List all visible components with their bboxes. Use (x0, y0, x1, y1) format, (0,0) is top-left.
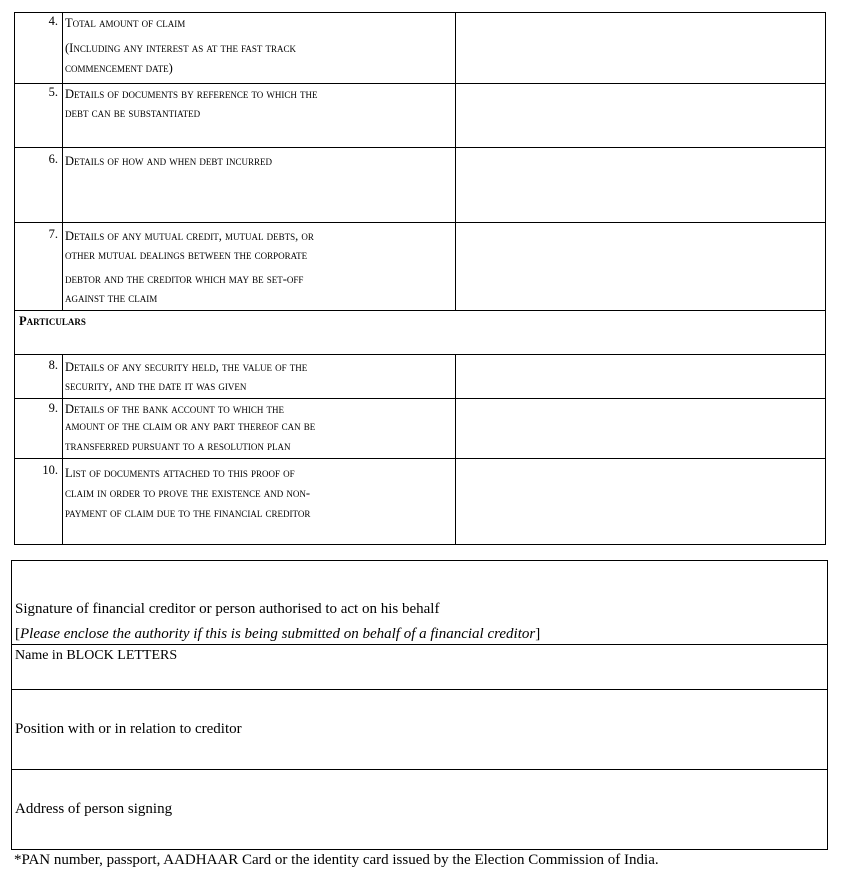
row-line: amount of the claim or any part thereof can be (65, 419, 316, 433)
row-number: 5. (15, 84, 63, 148)
claim-value-cell[interactable] (456, 84, 826, 148)
signature-label: Signature of financial creditor or person authorised to act on his behalf (15, 601, 440, 617)
signature-row (12, 561, 828, 645)
claim-value-cell[interactable] (456, 148, 826, 223)
table-row (15, 398, 826, 458)
position-label: Position with or in relation to creditor (15, 721, 242, 737)
table-row (15, 84, 826, 148)
note-close-bracket: ] (535, 626, 541, 642)
row-line: against the claim (65, 291, 158, 306)
claim-value-cell[interactable] (456, 458, 826, 544)
row-line: Details of any security held, the value of the (65, 359, 308, 374)
table-row (15, 148, 826, 223)
row-line: other mutual dealings between the corporate (65, 248, 308, 263)
row-number: 6. (15, 148, 63, 223)
table-row (15, 223, 826, 311)
row-number: 10. (15, 458, 63, 544)
particulars-heading: Particulars (15, 310, 826, 354)
row-line: Total amount of claim (65, 16, 186, 30)
address-row (12, 770, 828, 850)
claim-value-cell[interactable] (456, 398, 826, 458)
particulars-row (15, 310, 826, 354)
claim-value-cell[interactable] (456, 13, 826, 84)
row-line: Details of how and when debt incurred (65, 154, 273, 168)
claim-value-cell[interactable] (456, 354, 826, 398)
authority-note (15, 626, 824, 643)
signature-table (11, 560, 828, 850)
row-line: Details of any mutual credit, mutual debts, or (65, 229, 314, 243)
row-number: 8. (15, 354, 63, 398)
row-line: commencement date) (65, 60, 173, 75)
row-description (63, 354, 456, 398)
address-label: Address of person signing (15, 801, 173, 817)
address-cell[interactable] (12, 770, 828, 850)
row-number: 9. (15, 398, 63, 458)
claim-details-table (14, 12, 826, 545)
row-line: List of documents attached to this proof of (65, 465, 295, 480)
position-cell[interactable] (12, 690, 828, 770)
row-description (63, 84, 456, 148)
name-cell[interactable] (12, 645, 828, 690)
row-line: Details of the bank account to which the (65, 401, 285, 416)
row-description (63, 458, 456, 544)
row-number: 7. (15, 223, 63, 311)
table-row (15, 354, 826, 398)
claim-value-cell[interactable] (456, 223, 826, 311)
row-line: payment of claim due to the financial creditor (65, 505, 311, 520)
footnote: *PAN number, passport, AADHAAR Card or the identity card issued by the Election Commission of India. (14, 852, 659, 868)
row-line: security, and the date it was given (65, 378, 247, 393)
signature-cell[interactable] (12, 561, 828, 645)
row-number: 4. (15, 13, 63, 84)
row-line: debtor and the creditor which may be set-off (65, 271, 304, 286)
row-line: claim in order to prove the existence and non- (65, 485, 310, 500)
row-line: transferred pursuant to a resolution plan (65, 438, 291, 453)
row-line: debt can be substantiated (65, 106, 201, 121)
authority-note-text: Please enclose the authority if this is being submitted on behalf of a financial creditor (20, 626, 536, 642)
row-description (63, 398, 456, 458)
row-line: Details of documents by reference to which the (65, 87, 318, 101)
row-description (63, 13, 456, 84)
table-row (15, 13, 826, 84)
position-row (12, 690, 828, 770)
row-line: (Including any interest as at the fast track (65, 41, 297, 56)
name-row (12, 645, 828, 690)
table-row (15, 458, 826, 544)
name-label: Name in BLOCK LETTERS (15, 648, 178, 663)
row-description (63, 148, 456, 223)
note-open-bracket: [ (15, 626, 20, 642)
row-description (63, 223, 456, 311)
